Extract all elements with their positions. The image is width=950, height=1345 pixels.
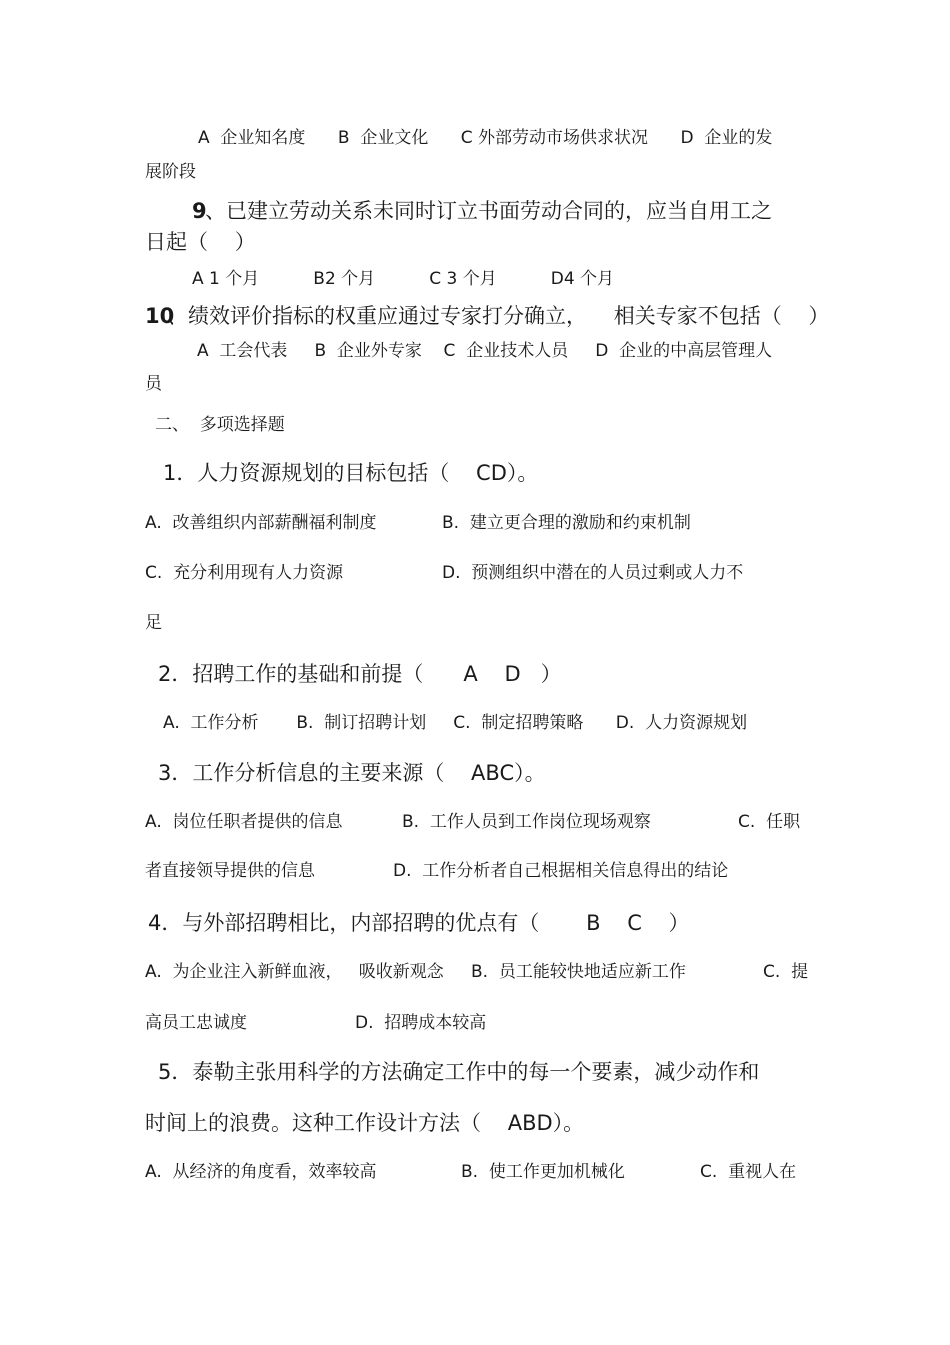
section-heading: 二、 多项选择题 bbox=[155, 415, 285, 435]
mq4-option-a: A. 为企业注入新鲜血液， 吸收新观念 bbox=[145, 962, 444, 982]
mq3-option-b: B. 工作人员到工作岗位现场观察 bbox=[402, 812, 651, 832]
q10-text: 、绩效评价指标的权重应通过专家打分确立， 相关专家不包括（ ） bbox=[167, 304, 830, 328]
mq1-option-d: D. 预测组织中潜在的人员过剩或人力不 bbox=[442, 563, 744, 583]
mq4-option-c: C. 提 bbox=[763, 962, 809, 982]
q9-text: 、已建立劳动关系未同时订立书面劳动合同的，应当自用工之 bbox=[205, 199, 772, 223]
mq3-option-d: D. 工作分析者自己根据相关信息得出的结论 bbox=[393, 861, 729, 881]
mq1-option-b: B. 建立更合理的激励和约束机制 bbox=[442, 513, 691, 533]
mq3-option-c: C. 任职 bbox=[738, 812, 801, 832]
q10-options-cont: 员 bbox=[145, 374, 162, 394]
mq1-option-c: C. 充分利用现有人力资源 bbox=[145, 563, 344, 583]
q8-options: A 企业知名度 B 企业文化 C 外部劳动市场供求状况 D 企业的发 bbox=[198, 128, 773, 148]
mq5-option-c: C. 重视人在 bbox=[700, 1162, 797, 1182]
mq3-option-c-cont: 者直接领导提供的信息 bbox=[145, 861, 315, 881]
mq4-option-c-cont: 高员工忠诚度 bbox=[145, 1013, 247, 1033]
q9-text-cont: 日起（ ） bbox=[145, 230, 256, 254]
mq1-option-a: A. 改善组织内部薪酬福利制度 bbox=[145, 513, 377, 533]
mq1-option-d-cont: 足 bbox=[145, 613, 162, 633]
mq4-option-b: B. 员工能较快地适应新工作 bbox=[471, 962, 686, 982]
mq5-text-cont: 时间上的浪费。这种工作设计方法（ ABD）。 bbox=[145, 1111, 585, 1135]
mq5-text: 5．泰勒主张用科学的方法确定工作中的每一个要素，减少动作和 bbox=[158, 1060, 760, 1084]
mq2-options: A. 工作分析 B. 制订招聘计划 C. 制定招聘策略 D. 人力资源规划 bbox=[163, 713, 748, 733]
mq2-text: 2．招聘工作的基础和前提（ A D ） bbox=[158, 662, 562, 686]
q9-number: 9 bbox=[192, 199, 207, 223]
mq1-text: 1．人力资源规划的目标包括（ CD）。 bbox=[163, 461, 539, 485]
q9-options: A 1 个月 B2 个月 C 3 个月 D4 个月 bbox=[192, 269, 615, 289]
mq4-text: 4．与外部招聘相比，内部招聘的优点有（ B C ） bbox=[148, 911, 690, 935]
mq5-option-b: B. 使工作更加机械化 bbox=[461, 1162, 625, 1182]
q10-options: A 工会代表 B 企业外专家 C 企业技术人员 D 企业的中高层管理人 bbox=[197, 341, 773, 361]
mq3-option-a: A. 岗位任职者提供的信息 bbox=[145, 812, 343, 832]
mq4-option-d: D. 招聘成本较高 bbox=[355, 1013, 487, 1033]
q8-options-cont: 展阶段 bbox=[145, 162, 196, 182]
q10-number: 10 bbox=[145, 304, 175, 328]
mq3-text: 3．工作分析信息的主要来源（ ABC）。 bbox=[158, 761, 546, 785]
mq5-option-a: A. 从经济的角度看，效率较高 bbox=[145, 1162, 377, 1182]
